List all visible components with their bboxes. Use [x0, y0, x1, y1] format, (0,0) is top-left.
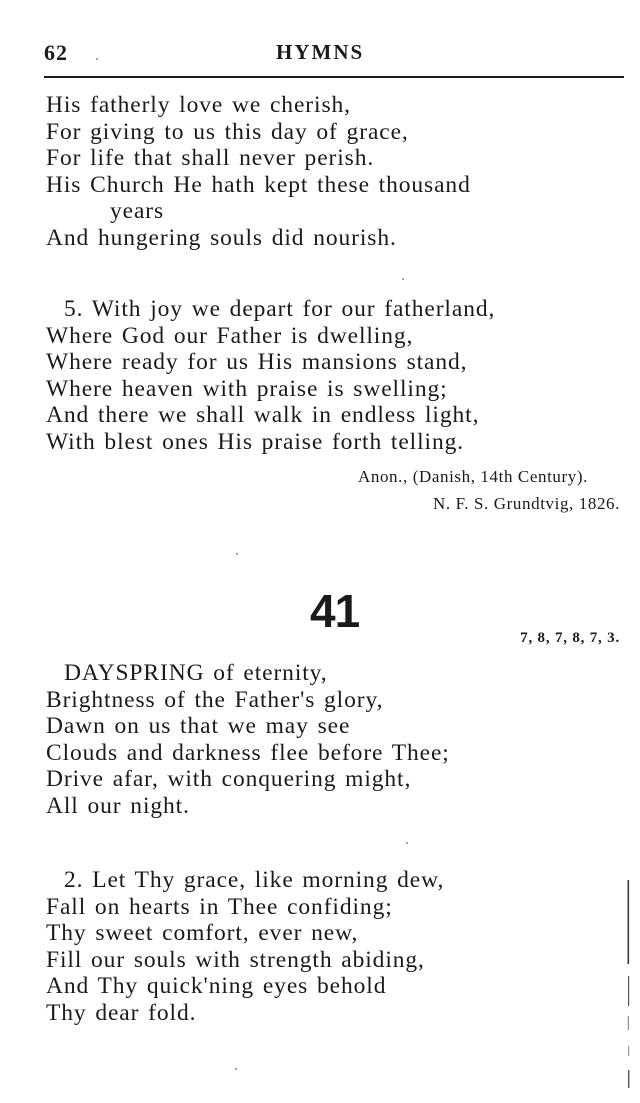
verse-line: DAYSPRING of eternity,: [64, 660, 328, 686]
running-head: HYMNS: [276, 40, 365, 64]
verse-line: And there we shall walk in endless light,: [46, 402, 480, 428]
verse-line-turnover: years: [110, 198, 165, 224]
verse-line: Fill our souls with strength abiding,: [46, 946, 425, 973]
verse-continued: [46, 92, 631, 251]
verse-line: For life that shall never perish.: [46, 145, 375, 171]
verse-line: And Thy quick'ning eyes behold: [46, 973, 387, 999]
scan-speck: [406, 842, 408, 844]
header-rule: [44, 76, 624, 78]
verse-line: 5. With joy we depart for our fatherland,: [64, 296, 496, 322]
verse-line: Thy sweet comfort, ever new,: [46, 920, 359, 946]
verse-line: Drive afar, with conquering might,: [46, 766, 412, 792]
verse-line: Where ready for us His mansions stand,: [46, 349, 468, 375]
hymn-meter: 7, 8, 7, 8, 7, 3.: [520, 630, 620, 646]
scan-speck: [235, 1068, 237, 1070]
verse-line: Thy dear fold.: [46, 999, 197, 1026]
verse-line: All our night.: [46, 792, 190, 819]
verse-line: With blest ones His praise forth telling.: [46, 428, 465, 455]
scan-speck: [236, 553, 238, 555]
verse-line: 2. Let Thy grace, like morning dew,: [64, 867, 445, 893]
verse-line: For giving to us this day of grace,: [46, 118, 409, 145]
verse-line: Brightness of the Father's glory,: [46, 686, 384, 713]
verse-line: Clouds and darkness flee before Thee;: [46, 739, 450, 766]
scan-speck: [96, 58, 98, 60]
scan-speck: [402, 278, 404, 280]
hymn-number: 41: [310, 585, 360, 637]
hymn-41-verse-2: [46, 867, 631, 1026]
hymn-41-verse-1: [46, 660, 631, 819]
scan-edge-mark: [626, 880, 632, 1090]
verse-line: Dawn on us that we may see: [46, 713, 351, 739]
attribution-source: Anon., (Danish, 14th Century).: [357, 467, 588, 486]
page-header: [44, 40, 624, 74]
page-number: 62: [44, 40, 68, 65]
verse-line: His fatherly love we cherish,: [46, 92, 351, 118]
verse-line: His Church He hath kept these thousand: [46, 171, 471, 198]
verse-line: Fall on hearts in Thee confiding;: [46, 893, 393, 920]
attribution-translator: N. F. S. Grundtvig, 1826.: [433, 494, 620, 513]
verse-line: Where God our Father is dwelling,: [46, 322, 414, 349]
verse-line: Where heaven with praise is swelling;: [46, 375, 448, 402]
verse-5: [46, 296, 631, 455]
verse-line: And hungering souls did nourish.: [46, 224, 397, 251]
